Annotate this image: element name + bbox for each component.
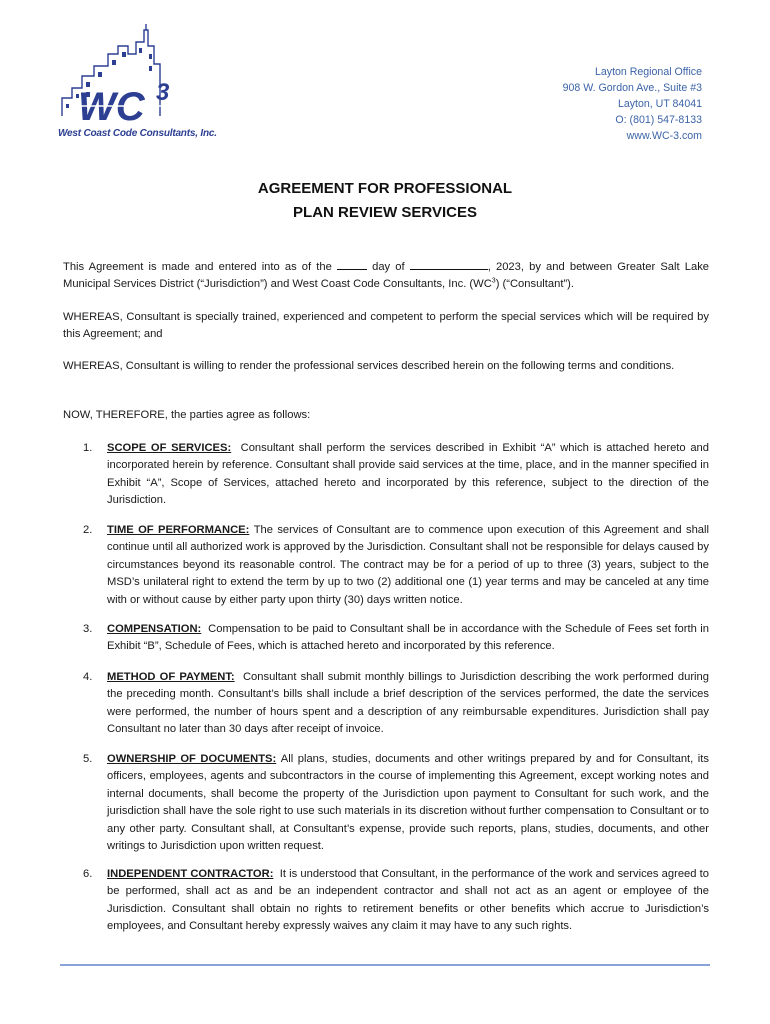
list-item (83, 440, 709, 510)
item-heading: TIME OF PERFORMANCE: (107, 524, 250, 536)
list-item (83, 522, 709, 609)
company-logo (56, 24, 226, 148)
footer-divider (60, 964, 710, 966)
office-name: Layton Regional Office (595, 66, 702, 78)
whereas-paragraph-2: WHEREAS, Consultant is willing to render the professional services described herein on the following terms and conditions. (63, 360, 675, 372)
office-website[interactable]: www.WC-3.com (626, 130, 702, 142)
document-title (0, 177, 770, 225)
intro-text-4: ) (“Consultant”). (495, 278, 575, 290)
intro-text-3: , 2023, by and between Greater Salt Lake Municipal Services District (“Jurisdiction”) and West Coast Code Consultants, Inc. (WC (63, 261, 710, 290)
item-number: 4. (83, 671, 93, 683)
list-item (83, 621, 709, 656)
whereas-paragraph-1: WHEREAS, Consultant is specially trained, experienced and competent to perform the special services which will be required by this Agreement; and (63, 311, 709, 340)
item-text: The services of Consultant are to commence upon execution of this Agreement and shall continue until all authorized work is approved by the Jurisdiction. Consultant shall not be responsible for delays caused by circumstances beyond its reasonable control. The contract may be for a period of up to three (3) years, subject to the MSD’s unilateral right to extend the term by up to two (2) additional one (1) year terms and may be canceled at any time with or without cause by either party upon thirty (30) days written notice. (107, 524, 709, 606)
item-heading: INDEPENDENT CONTRACTOR: (107, 868, 274, 880)
item-heading: METHOD OF PAYMENT: (107, 671, 235, 683)
day-blank (337, 258, 367, 270)
list-item (83, 866, 709, 936)
item-text: Consultant shall perform the services described in Exhibit “A” which is attached hereto and incorporated herein by reference. Consultant shall provide said services at the time, place, and in the manner specified in Exhibit “A”, Scope of Services, attached hereto and incorporated by this reference, subject to the direction of the Jurisdiction. (107, 442, 709, 507)
logo-superscript: 3 (156, 79, 170, 106)
intro-superscript: 3 (491, 277, 496, 285)
title-line-1: AGREEMENT FOR PROFESSIONAL (257, 180, 513, 197)
intro-text-2: day of (372, 261, 405, 273)
office-phone: O: (801) 547-8133 (615, 114, 702, 126)
list-item (83, 669, 709, 739)
item-text: Consultant shall submit monthly billings to Jurisdiction describing the work performed during the preceding month. Consultant’s bills shall include a brief description of the services performed, the date the services were performed, the number of hours spent and a description of any reimbursable expenditures. Jurisdiction shall pay Consultant no later than 30 days after receipt of invoice. (107, 671, 709, 736)
month-blank (410, 258, 488, 270)
item-heading: COMPENSATION: (107, 623, 202, 635)
item-number: 5. (83, 753, 93, 765)
item-text: It is understood that Consultant, in the performance of the work and services agreed to be performed, shall act as and be an independent contractor and shall not act as an agent or employee of the Jurisdiction. Consultant shall obtain no rights to retirement benefits or other benefits which accrue to Jurisdiction’s employees, and Consultant hereby expressly waives any claim it may have to any such rights. (107, 868, 709, 933)
office-city: Layton, UT 84041 (617, 98, 702, 110)
item-heading: SCOPE OF SERVICES: (107, 442, 232, 454)
company-caption: West Coast Code Consultants, Inc. (58, 128, 217, 139)
now-therefore-paragraph: NOW, THEREFORE, the parties agree as follows: (63, 409, 311, 421)
item-text: All plans, studies, documents and other writings prepared by and for Consultant, its officers, employees, agents and subcontractors in the course of implementing this Agreement, except working notes and internal documents, shall become the property of the Jurisdiction upon payment to Consultant for such work, and the jurisdiction shall have the sole right to use such materials in its discretion without further compensation to Consultant or to any other party. Consultant shall, at Consultant’s expense, provide such reports, plans, studies, documents, and other writings to Jurisdiction upon written request. (107, 753, 709, 853)
title-line-2: PLAN REVIEW SERVICES (293, 204, 477, 221)
intro-paragraph (63, 258, 709, 293)
office-address-block (563, 64, 702, 144)
office-street: 908 W. Gordon Ave., Suite #3 (562, 82, 702, 94)
item-number: 3. (83, 623, 93, 635)
skyline-logo-graphic (56, 24, 226, 128)
intro-text-1: This Agreement is made and entered into as of the (63, 261, 332, 273)
item-number: 1. (83, 442, 93, 454)
item-number: 6. (83, 868, 93, 880)
logo-mark: WC (78, 85, 145, 128)
item-text: Compensation to be paid to Consultant shall be in accordance with the Schedule of Fees set forth in Exhibit “B”, Schedule of Fees, which is attached hereto and incorporated by this reference. (107, 623, 709, 653)
item-heading: OWNERSHIP OF DOCUMENTS: (107, 753, 277, 765)
list-item (83, 751, 709, 855)
item-number: 2. (83, 524, 93, 536)
